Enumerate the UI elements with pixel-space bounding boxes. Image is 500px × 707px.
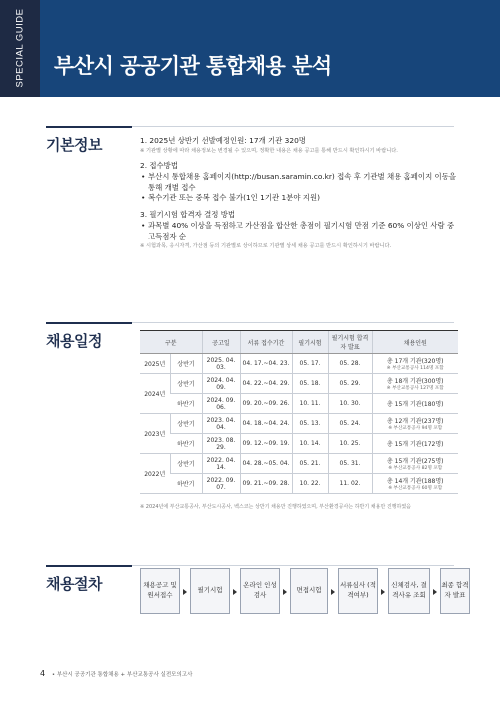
hires-total: 총 15개 기관(180명) bbox=[386, 401, 444, 408]
procedure-step-final-result: 최종 합격자 발표 bbox=[440, 568, 470, 614]
procedure-step-physical-check: 신체검사, 결격사유 조회 bbox=[388, 568, 430, 614]
info-item-2-head: 2. 접수방법 bbox=[140, 161, 178, 171]
cell-exam: 10. 22. bbox=[292, 474, 328, 494]
table-row bbox=[140, 374, 458, 394]
hires-note: ※ 부산교통공사 82명 포함 bbox=[388, 466, 443, 471]
cell-exam: 05. 18. bbox=[292, 374, 328, 394]
cell-year: 2024년 bbox=[140, 374, 170, 414]
page-number: 4 bbox=[40, 669, 46, 678]
cell-period: 04. 28.~05. 04. bbox=[240, 454, 292, 474]
hires-total: 총 15개 기관(172명) bbox=[386, 441, 444, 448]
cell-half: 상반기 bbox=[170, 454, 202, 474]
cell-year: 2022년 bbox=[140, 454, 170, 494]
info-item-1-note: ※ 기관별 상황에 따라 채용정보는 변경될 수 있으며, 정확한 내용은 채용 공고를 통해 반드시 확인하시기 바랍니다. bbox=[140, 147, 398, 154]
cell-hires bbox=[372, 434, 458, 454]
special-guide-tab bbox=[0, 0, 40, 97]
cell-half: 상반기 bbox=[170, 414, 202, 434]
cell-hires bbox=[372, 474, 458, 494]
col-header-category: 구분 bbox=[140, 331, 202, 354]
cell-result: 10. 25. bbox=[328, 434, 372, 454]
section-rule-thin bbox=[132, 322, 454, 323]
arrow-right-icon bbox=[233, 589, 237, 595]
col-header-hires: 채용인원 bbox=[372, 331, 458, 354]
procedure-step-written-exam: 필기시험 bbox=[190, 568, 230, 614]
procedure-step-application: 채용공고 및 원서접수 bbox=[140, 568, 180, 614]
cell-result: 05. 29. bbox=[328, 374, 372, 394]
col-header-notice: 공고일 bbox=[202, 331, 240, 354]
table-row bbox=[140, 434, 458, 454]
cell-notice: 2022. 04. 14. bbox=[202, 454, 240, 474]
table-row bbox=[140, 454, 458, 474]
hires-total: 총 12개 기관(237명) bbox=[386, 418, 444, 425]
info-item-3-head: 3. 필기시험 합격자 결정 방법 bbox=[140, 210, 235, 220]
arrow-right-icon bbox=[331, 589, 335, 595]
cell-notice: 2022. 09. 07. bbox=[202, 474, 240, 494]
hires-total: 총 15개 기관(275명) bbox=[386, 458, 444, 465]
hires-total: 총 18개 기관(300명) bbox=[386, 378, 444, 385]
info-item-3 bbox=[140, 210, 460, 251]
cell-result: 05. 28. bbox=[328, 354, 372, 374]
cell-period: 09. 20.~09. 26. bbox=[240, 394, 292, 414]
table-row bbox=[140, 414, 458, 434]
section-rule-thin bbox=[132, 565, 454, 566]
arrow-right-icon bbox=[283, 589, 287, 595]
procedure-step-personality-test: 온라인 인성검사 bbox=[240, 568, 280, 614]
cell-half: 하반기 bbox=[170, 474, 202, 494]
hires-total: 총 17개 기관(320명) bbox=[386, 358, 444, 365]
basic-info bbox=[140, 136, 460, 257]
table-header-row bbox=[140, 331, 458, 354]
arrow-right-icon bbox=[381, 589, 385, 595]
hires-note: ※ 부산교통공사 60명 포함 bbox=[388, 486, 443, 491]
cell-period: 04. 17.~04. 23. bbox=[240, 354, 292, 374]
info-item-2-bullet-1: • 부산시 통합채용 홈페이지(http://busan.saramin.co.kr) 접속 후 기관별 채용 홈페이지 이동을 통해 개별 접수 bbox=[140, 172, 460, 193]
cell-half: 하반기 bbox=[170, 394, 202, 414]
cell-period: 09. 12.~09. 19. bbox=[240, 434, 292, 454]
cell-notice: 2024. 04. 09. bbox=[202, 374, 240, 394]
table-note: ※ 2024년에 부산교통공사, 부산도시공사, 벡스코는 상반기 채용만 진행하였으며, 부산환경공사는 하반기 채용만 진행하였음 bbox=[140, 504, 412, 510]
section-rule bbox=[46, 565, 132, 567]
cell-result: 05. 24. bbox=[328, 414, 372, 434]
hires-note: ※ 부산교통공사 127명 포함 bbox=[386, 386, 444, 391]
col-header-exam: 필기시험 bbox=[292, 331, 328, 354]
cell-half: 하반기 bbox=[170, 434, 202, 454]
cell-exam: 10. 14. bbox=[292, 434, 328, 454]
cell-year: 2025년 bbox=[140, 354, 170, 374]
procedure-step-document-review: 서류심사 (적격여부) bbox=[338, 568, 378, 614]
col-header-result: 필기시험 합격자 발표 bbox=[328, 331, 372, 354]
table-row bbox=[140, 474, 458, 494]
table-row bbox=[140, 354, 458, 374]
cell-notice: 2024. 09. 06. bbox=[202, 394, 240, 414]
cell-period: 09. 21.~09. 28. bbox=[240, 474, 292, 494]
info-item-2 bbox=[140, 161, 460, 204]
hires-note: ※ 부산교통공사 114명 포함 bbox=[386, 366, 444, 371]
procedure-step-interview: 면접시험 bbox=[290, 568, 328, 614]
section-title-schedule: 채용일정 bbox=[46, 332, 102, 350]
cell-notice: 2025. 04. 03. bbox=[202, 354, 240, 374]
info-item-1-head: 1. 2025년 상반기 선발예정인원: 17개 기관 320명 bbox=[140, 136, 306, 145]
cell-notice: 2023. 08. 29. bbox=[202, 434, 240, 454]
info-item-1 bbox=[140, 136, 460, 155]
arrow-right-icon bbox=[433, 589, 437, 595]
footer-text: • 부산시 공공기관 통합채용 + 부산교통공사 실전모의고사 bbox=[51, 672, 193, 678]
info-item-3-note: ※ 시험과목, 응시자격, 가산점 등의 기관별로 상이하므로 기관별 상세 채용 공고를 반드시 확인하시기 바랍니다. bbox=[140, 243, 392, 250]
cell-exam: 10. 11. bbox=[292, 394, 328, 414]
cell-period: 04. 18.~04. 24. bbox=[240, 414, 292, 434]
cell-hires bbox=[372, 454, 458, 474]
page-header bbox=[0, 0, 500, 97]
side-tab-label: SPECIAL GUIDE bbox=[14, 8, 26, 88]
col-header-period: 서류 접수기간 bbox=[240, 331, 292, 354]
table-row bbox=[140, 394, 458, 414]
cell-exam: 05. 17. bbox=[292, 354, 328, 374]
cell-hires bbox=[372, 354, 458, 374]
cell-exam: 05. 21. bbox=[292, 454, 328, 474]
cell-notice: 2023. 04. 04. bbox=[202, 414, 240, 434]
section-title-basic: 기본정보 bbox=[46, 136, 102, 154]
section-rule-thin bbox=[132, 126, 454, 127]
cell-half: 상반기 bbox=[170, 374, 202, 394]
arrow-right-icon bbox=[183, 589, 187, 595]
page-title: 부산시 공공기관 통합채용 분석 bbox=[54, 54, 332, 78]
cell-result: 10. 30. bbox=[328, 394, 372, 414]
info-item-2-bullet-2: • 복수기관 또는 중복 접수 불가(1인 1기관 1분야 지원) bbox=[140, 193, 460, 204]
cell-result: 11. 02. bbox=[328, 474, 372, 494]
title-bar bbox=[40, 0, 500, 97]
section-rule bbox=[46, 322, 132, 324]
hires-total: 총 14개 기관(188명) bbox=[386, 478, 444, 485]
schedule-table bbox=[140, 330, 458, 494]
hires-note: ※ 부산교통공사 94명 포함 bbox=[388, 426, 443, 431]
section-rule bbox=[46, 126, 132, 128]
cell-exam: 05. 13. bbox=[292, 414, 328, 434]
cell-hires bbox=[372, 414, 458, 434]
cell-half: 상반기 bbox=[170, 354, 202, 374]
cell-year: 2023년 bbox=[140, 414, 170, 454]
section-title-procedure: 채용절차 bbox=[46, 575, 102, 593]
cell-hires bbox=[372, 374, 458, 394]
cell-period: 04. 22.~04. 29. bbox=[240, 374, 292, 394]
page-footer bbox=[40, 669, 192, 678]
cell-hires bbox=[372, 394, 458, 414]
info-item-3-bullet-1: • 과목별 40% 이상을 득점하고 가산점을 합산한 총점이 필기시험 만점 기준 60% 이상인 사람 중 고득점자 순 bbox=[140, 221, 460, 242]
cell-result: 05. 31. bbox=[328, 454, 372, 474]
